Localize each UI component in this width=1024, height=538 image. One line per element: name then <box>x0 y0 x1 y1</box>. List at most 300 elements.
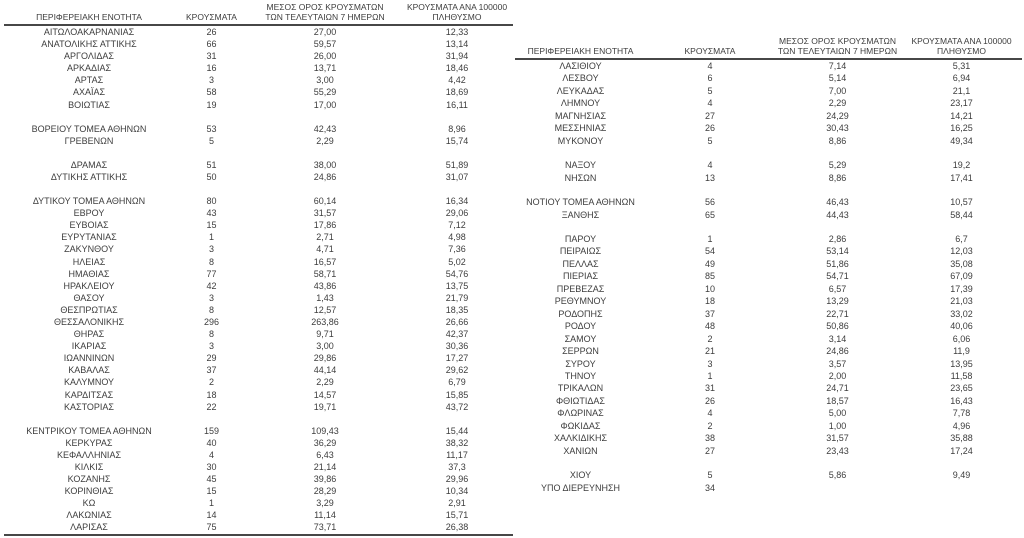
per100k-cell: 31,94 <box>445 51 469 62</box>
avg7-cell: 8,86 <box>828 172 847 183</box>
region-cell: ΝΟΤΙΟΥ ΤΟΜΕΑ ΑΘΗΝΩΝ <box>526 197 635 208</box>
table-row <box>4 268 513 280</box>
region-cell: ΥΠΟ ΔΙΕΡΕΥΝΗΣΗ <box>540 482 621 493</box>
region-cell: ΔΥΤΙΚΟΥ ΤΟΜΕΑ ΑΘΗΝΩΝ <box>32 196 146 207</box>
avg7-cell: 5,00 <box>828 408 847 419</box>
avg7-cell: 3,00 <box>316 341 334 352</box>
region-cell: ΝΗΣΩΝ <box>564 172 597 183</box>
avg7-cell: 6,57 <box>828 283 847 294</box>
table-row <box>515 382 1022 394</box>
avg7-cell: 9,71 <box>316 329 334 340</box>
region-cell: ΙΚΑΡΙΑΣ <box>71 341 107 352</box>
per100k-cell: 4,98 <box>448 232 466 243</box>
region-cell: ΣΕΡΡΩΝ <box>562 346 599 357</box>
avg7-cell: 58,71 <box>313 268 337 279</box>
cases-cell: 21 <box>704 346 715 357</box>
table-row <box>4 86 513 98</box>
per100k-cell: 14,21 <box>950 110 973 121</box>
per100k-cell: 30,36 <box>445 341 469 352</box>
region-cell: ΝΑΞΟΥ <box>564 160 597 171</box>
region-cell: ΕΒΡΟΥ <box>73 208 105 219</box>
table-row <box>4 340 513 352</box>
spacer-cell <box>515 147 1022 159</box>
per100k-cell: 23,65 <box>950 383 973 394</box>
per100k-cell: 21,79 <box>445 292 469 303</box>
per100k-cell: 21,03 <box>950 296 973 307</box>
region-cell: ΤΗΝΟΥ <box>564 370 597 381</box>
table-row <box>4 231 513 243</box>
per100k-cell: 16,11 <box>446 99 468 110</box>
avg7-cell: 2,00 <box>828 370 847 381</box>
header-row <box>515 36 1022 59</box>
per100k-cell: 23,17 <box>950 98 973 109</box>
per100k-cell <box>901 482 1022 494</box>
cases-cell: 3 <box>208 244 214 255</box>
per100k-cell: 26,38 <box>401 521 513 534</box>
table-row <box>4 352 513 364</box>
region-cell: ΕΥΒΟΙΑΣ <box>69 220 109 231</box>
avg7-cell: 23,43 <box>826 445 849 456</box>
column-header-per100k-line1: ΚΡΟΥΣΜΑΤΑ ΑΝΑ 100000 <box>911 36 1012 46</box>
cases-cell: 1 <box>208 232 214 243</box>
region-cell: ΑΡΤΑΣ <box>74 75 104 86</box>
region-cell: ΠΕΛΛΑΣ <box>562 258 599 269</box>
table-row <box>4 38 513 50</box>
column-header-per100k-line2: ΠΛΗΘΥΣΜΟ <box>432 12 482 22</box>
cases-cell: 4 <box>208 449 214 460</box>
avg7-cell: 24,71 <box>826 383 849 394</box>
table-row <box>515 445 1022 457</box>
avg7-cell: 44,43 <box>826 209 849 220</box>
region-cell: ΑΡΓΟΛΙΔΑΣ <box>64 51 114 62</box>
per100k-cell: 17,39 <box>950 283 973 294</box>
column-header-avg7-line2: ΤΩΝ ΤΕΛΕΥΤΑΙΩΝ 7 ΗΜΕΡΩΝ <box>777 46 898 56</box>
avg7-cell: 30,43 <box>826 123 849 134</box>
column-header-avg7-line1: ΜΕΣΟΣ ΟΡΟΣ ΚΡΟΥΣΜΑΤΩΝ <box>266 2 384 12</box>
cases-cell: 34 <box>704 482 715 493</box>
cases-cell: 15 <box>206 486 217 497</box>
cases-cell: 3 <box>208 75 214 86</box>
region-cell: ΔΥΤΙΚΗΣ ΑΤΤΙΚΗΣ <box>50 171 128 182</box>
spacer-row <box>515 184 1022 196</box>
per100k-cell: 35,88 <box>950 433 973 444</box>
avg7-cell: 60,14 <box>313 196 337 207</box>
cases-cell: 80 <box>206 196 217 207</box>
avg7-cell: 13,29 <box>826 296 849 307</box>
table-row <box>4 256 513 268</box>
cases-cell: 4 <box>707 98 713 109</box>
per100k-cell: 10,34 <box>445 486 469 497</box>
avg7-cell: 28,29 <box>313 486 337 497</box>
avg7-cell: 3,14 <box>828 333 847 344</box>
region-cell: ΦΩΚΙΔΑΣ <box>560 420 601 431</box>
region-cell: ΜΥΚΟΝΟΥ <box>557 135 604 146</box>
table-row <box>515 159 1022 171</box>
table-row <box>4 449 513 461</box>
table-row <box>4 328 513 340</box>
cases-cell: 26 <box>704 395 715 406</box>
region-cell: ΛΑΣΙΘΙΟΥ <box>559 61 602 71</box>
cases-cell: 31 <box>704 383 715 394</box>
per100k-cell: 8,96 <box>448 123 466 134</box>
avg7-cell: 50,86 <box>826 321 849 332</box>
region-cell: ΚΟΖΑΝΗΣ <box>67 474 111 485</box>
cases-cell: 42 <box>206 280 217 291</box>
per100k-cell: 4,42 <box>448 75 466 86</box>
region-cell: ΚΕΦΑΛΛΗΝΙΑΣ <box>56 449 122 460</box>
avg7-cell: 263,86 <box>311 316 339 327</box>
per100k-cell: 37,3 <box>448 462 466 472</box>
per100k-cell: 15,85 <box>445 389 469 400</box>
per100k-cell: 18,35 <box>445 304 469 315</box>
per100k-cell: 6,79 <box>448 377 466 388</box>
avg7-cell: 1,00 <box>828 420 847 431</box>
table-row <box>4 497 513 509</box>
avg7-cell: 17,86 <box>313 220 337 231</box>
per100k-cell: 19,2 <box>952 160 971 171</box>
table-row <box>515 258 1022 270</box>
cases-cell: 43 <box>206 208 217 219</box>
spacer-row <box>4 147 513 159</box>
avg7-cell: 109,43 <box>311 425 339 436</box>
table-row <box>4 485 513 497</box>
per100k-cell: 33,02 <box>950 308 973 319</box>
region-cell: ΜΕΣΣΗΝΙΑΣ <box>554 123 607 134</box>
cases-cell: 50 <box>206 171 217 182</box>
region-cell: ΘΕΣΠΡΩΤΙΑΣ <box>60 304 118 315</box>
avg7-cell: 55,29 <box>313 87 337 98</box>
avg7-cell: 3,57 <box>828 358 847 369</box>
cases-cell: 27 <box>704 445 715 456</box>
avg7-cell: 13,71 <box>313 63 337 74</box>
region-cell: ΚΙΛΚΙΣ <box>74 462 104 472</box>
avg7-cell: 12,57 <box>313 304 337 315</box>
region-cell: ΡΟΔΟΥ <box>564 321 597 332</box>
table-row <box>4 389 513 401</box>
region-cell: ΑΝΑΤΟΛΙΚΗΣ ΑΤΤΙΚΗΣ <box>41 39 137 50</box>
table-row <box>515 110 1022 122</box>
table-row <box>4 509 513 521</box>
cases-cell: 37 <box>704 308 715 319</box>
region-cell: ΠΙΕΡΙΑΣ <box>562 271 599 282</box>
region-cell: ΛΑΚΩΝΙΑΣ <box>66 510 112 521</box>
table-row <box>515 122 1022 134</box>
cases-cell: 85 <box>704 271 715 282</box>
cases-cell: 159 <box>203 425 220 436</box>
cases-cell: 26 <box>704 123 715 134</box>
table-row <box>4 243 513 255</box>
region-cell: ΚΩ <box>82 498 96 509</box>
cases-cell: 8 <box>208 304 214 315</box>
cases-cell: 18 <box>704 296 715 307</box>
table-row <box>515 469 1022 481</box>
region-cell: ΧΑΝΙΩΝ <box>563 445 598 456</box>
per100k-cell: 10,57 <box>950 197 973 208</box>
cases-cell: 26 <box>206 27 217 37</box>
table-row <box>515 345 1022 357</box>
column-header-cases: ΚΡΟΥΣΜΑΤΑ <box>174 2 249 25</box>
table-row <box>4 62 513 74</box>
cases-cell: 1 <box>208 498 214 509</box>
region-cell: ΛΕΥΚΑΔΑΣ <box>556 85 605 96</box>
per100k-cell: 12,03 <box>950 246 973 257</box>
table-row <box>4 195 513 207</box>
cases-cell: 3 <box>707 358 713 369</box>
avg7-cell: 3,29 <box>316 498 334 509</box>
cases-cell: 1 <box>707 370 713 381</box>
column-header-cases: ΚΡΟΥΣΜΑΤΑ <box>646 36 774 59</box>
per100k-cell: 35,08 <box>950 258 973 269</box>
per100k-cell: 17,27 <box>445 353 469 364</box>
table-row <box>4 364 513 376</box>
region-cell: ΚΑΛΥΜΝΟΥ <box>63 377 115 388</box>
per100k-cell: 40,06 <box>950 321 973 332</box>
region-cell: ΠΑΡΟΥ <box>564 233 597 244</box>
spacer-row <box>4 413 513 425</box>
table-row <box>515 97 1022 109</box>
avg7-cell: 1,43 <box>316 292 334 303</box>
cases-cell: 75 <box>174 521 249 534</box>
per100k-cell: 26,66 <box>445 316 469 327</box>
table-row <box>4 135 513 147</box>
table-row <box>515 283 1022 295</box>
avg7-cell: 24,29 <box>826 110 849 121</box>
cases-cell: 296 <box>203 316 220 327</box>
spacer-cell <box>515 457 1022 469</box>
per100k-cell: 5,31 <box>952 61 971 71</box>
per100k-cell: 29,62 <box>445 365 469 376</box>
table-row <box>515 420 1022 432</box>
region-cell: ΚΕΡΚΥΡΑΣ <box>65 437 113 448</box>
column-header-per100k-line2: ΠΛΗΘΥΣΜΟ <box>937 46 986 56</box>
table-row <box>515 135 1022 147</box>
table-row <box>515 233 1022 245</box>
spacer-cell <box>4 183 513 195</box>
per100k-cell: 16,34 <box>445 196 469 207</box>
table-row <box>4 219 513 231</box>
per100k-cell: 51,89 <box>445 159 469 170</box>
table-row <box>515 320 1022 332</box>
cases-cell: 38 <box>704 433 715 444</box>
avg7-cell: 36,29 <box>313 437 337 448</box>
spacer-row <box>515 457 1022 469</box>
cases-cell: 14 <box>206 510 217 521</box>
table-row <box>4 50 513 62</box>
region-cell: ΑΙΤΩΛΟΑΚΑΡΝΑΝΙΑΣ <box>43 27 135 37</box>
cases-cell: 65 <box>704 209 715 220</box>
region-cell: ΡΕΘΥΜΝΟΥ <box>554 296 607 307</box>
region-cell: ΔΡΑΜΑΣ <box>70 159 108 170</box>
per100k-cell: 11,9 <box>953 346 970 357</box>
cases-cell: 5 <box>208 135 214 146</box>
per100k-cell: 6,7 <box>955 233 968 244</box>
cases-cell: 66 <box>206 39 217 50</box>
avg7-cell: 5,14 <box>828 73 847 84</box>
table-row <box>515 295 1022 307</box>
avg7-cell: 2,29 <box>828 98 847 109</box>
avg7-cell: 24,86 <box>826 346 849 357</box>
spacer-cell <box>515 184 1022 196</box>
region-cell: ΗΡΑΚΛΕΙΟΥ <box>63 280 115 291</box>
table-row <box>4 425 513 437</box>
cases-cell: 8 <box>208 256 214 267</box>
per100k-cell: 58,44 <box>950 209 973 220</box>
per100k-cell: 67,09 <box>950 271 973 282</box>
avg7-cell: 16,57 <box>313 256 337 267</box>
region-cell: ΣΥΡΟΥ <box>565 358 596 369</box>
header-row <box>4 2 513 25</box>
avg7-cell: 2,29 <box>316 377 334 388</box>
table-row <box>4 123 513 135</box>
per100k-cell: 54,76 <box>445 268 469 279</box>
cases-cell: 5 <box>707 135 713 146</box>
spacer-cell <box>4 147 513 159</box>
cases-cell: 4 <box>707 61 713 71</box>
cases-cell: 37 <box>206 365 217 376</box>
region-cell: ΞΑΝΘΗΣ <box>561 209 600 220</box>
spacer-cell <box>4 413 513 425</box>
table-row <box>4 401 513 413</box>
per100k-cell: 12,33 <box>445 27 469 37</box>
table-row <box>4 304 513 316</box>
region-cell: ΚΑΒΑΛΑΣ <box>68 365 110 376</box>
per100k-cell: 29,06 <box>445 208 469 219</box>
avg7-cell: 2,29 <box>316 135 334 146</box>
cases-cell: 13 <box>704 172 715 183</box>
spacer-cell <box>4 111 513 123</box>
cases-cell: 53 <box>206 123 217 134</box>
region-cell: ΑΧΑΪΑΣ <box>72 87 106 98</box>
cases-cell: 51 <box>206 159 217 170</box>
column-header-per100k-line1: ΚΡΟΥΣΜΑΤΑ ΑΝΑ 100000 <box>406 2 508 12</box>
per100k-cell: 15,71 <box>445 510 469 521</box>
region-cell: ΒΟΙΩΤΙΑΣ <box>68 99 110 110</box>
cases-cell: 22 <box>206 401 217 412</box>
cases-cell: 58 <box>206 87 217 98</box>
per100k-cell: 49,34 <box>950 135 973 146</box>
table-row <box>515 245 1022 257</box>
table-row <box>515 59 1022 72</box>
avg7-cell <box>774 482 901 494</box>
per100k-cell: 9,49 <box>952 470 971 481</box>
region-cell: ΑΡΚΑΔΙΑΣ <box>66 63 112 74</box>
table-row <box>515 72 1022 84</box>
per100k-cell: 5,02 <box>448 256 466 267</box>
region-cell: ΛΕΣΒΟΥ <box>562 73 599 84</box>
cases-cell: 1 <box>707 233 713 244</box>
table-row <box>4 437 513 449</box>
avg7-cell: 43,86 <box>313 280 337 291</box>
avg7-cell: 2,71 <box>316 232 334 243</box>
table-row <box>515 395 1022 407</box>
region-cell: ΡΟΔΟΠΗΣ <box>558 308 603 319</box>
cases-cell: 56 <box>704 197 715 208</box>
cases-cell: 2 <box>707 420 713 431</box>
table-row <box>515 196 1022 208</box>
cases-cell: 31 <box>206 51 217 62</box>
table-row <box>4 159 513 171</box>
cases-cell: 2 <box>707 333 713 344</box>
avg7-cell: 27,00 <box>313 27 337 37</box>
per100k-cell: 38,32 <box>445 437 469 448</box>
table-row <box>515 172 1022 184</box>
table-row <box>515 85 1022 97</box>
per100k-cell: 11,58 <box>950 370 973 381</box>
per100k-cell: 2,91 <box>448 498 466 509</box>
table-row <box>515 333 1022 345</box>
regional-cases-table-left <box>4 2 513 536</box>
avg7-cell: 42,43 <box>313 123 337 134</box>
table-row <box>4 25 513 38</box>
cases-cell: 54 <box>704 246 715 257</box>
avg7-cell: 8,86 <box>828 135 847 146</box>
cases-cell: 18 <box>206 389 217 400</box>
per100k-cell: 13,14 <box>445 39 469 50</box>
per100k-cell: 7,78 <box>952 408 971 419</box>
region-cell: ΒΟΡΕΙΟΥ ΤΟΜΕΑ ΑΘΗΝΩΝ <box>31 123 147 134</box>
region-cell: ΠΡΕΒΕΖΑΣ <box>556 283 605 294</box>
per100k-cell: 6,94 <box>952 73 971 84</box>
cases-cell: 5 <box>707 470 713 481</box>
region-cell: ΘΕΣΣΑΛΟΝΙΚΗΣ <box>53 316 125 327</box>
avg7-cell: 26,00 <box>313 51 337 62</box>
table-row <box>4 74 513 86</box>
column-header-avg7 <box>249 2 401 25</box>
avg7-cell: 39,86 <box>313 474 337 485</box>
cases-cell: 15 <box>206 220 217 231</box>
column-header-avg7 <box>774 36 901 59</box>
cases-cell: 48 <box>704 321 715 332</box>
region-cell: ΤΡΙΚΑΛΩΝ <box>557 383 604 394</box>
region-cell: ΘΑΣΟΥ <box>73 292 105 303</box>
spacer-row <box>515 147 1022 159</box>
per100k-cell: 16,25 <box>950 123 973 134</box>
region-cell: ΖΑΚΥΝΘΟΥ <box>64 244 114 255</box>
avg7-cell: 22,71 <box>826 308 849 319</box>
cases-cell: 16 <box>206 63 217 74</box>
table-row <box>4 207 513 219</box>
avg7-cell: 14,57 <box>313 389 337 400</box>
cases-cell: 40 <box>206 437 217 448</box>
avg7-cell: 2,86 <box>828 233 847 244</box>
table-row <box>4 473 513 485</box>
cases-cell: 4 <box>707 408 713 419</box>
spacer-row <box>4 183 513 195</box>
region-cell: ΙΩΑΝΝΙΝΩΝ <box>63 353 115 364</box>
per100k-cell: 13,95 <box>950 358 973 369</box>
per100k-cell: 13,75 <box>445 280 469 291</box>
per100k-cell: 4,96 <box>952 420 971 431</box>
cases-cell: 49 <box>704 258 715 269</box>
avg7-cell: 21,14 <box>313 462 337 472</box>
table-row <box>4 99 513 111</box>
spacer-cell <box>515 221 1022 233</box>
avg7-cell: 31,57 <box>313 208 337 219</box>
per100k-cell: 42,37 <box>445 329 469 340</box>
cases-cell: 5 <box>707 85 713 96</box>
cases-cell: 6 <box>707 73 713 84</box>
region-cell: ΗΜΑΘΙΑΣ <box>68 268 110 279</box>
avg7-cell: 54,71 <box>826 271 849 282</box>
table-row <box>4 376 513 388</box>
cases-cell: 45 <box>206 474 217 485</box>
table-row <box>515 432 1022 444</box>
avg7-cell: 73,71 <box>249 521 401 534</box>
avg7-cell: 44,14 <box>313 365 337 376</box>
avg7-cell: 17,00 <box>313 99 337 110</box>
per100k-cell: 18,46 <box>445 63 469 74</box>
region-cell: ΚΑΣΤΟΡΙΑΣ <box>64 401 114 412</box>
